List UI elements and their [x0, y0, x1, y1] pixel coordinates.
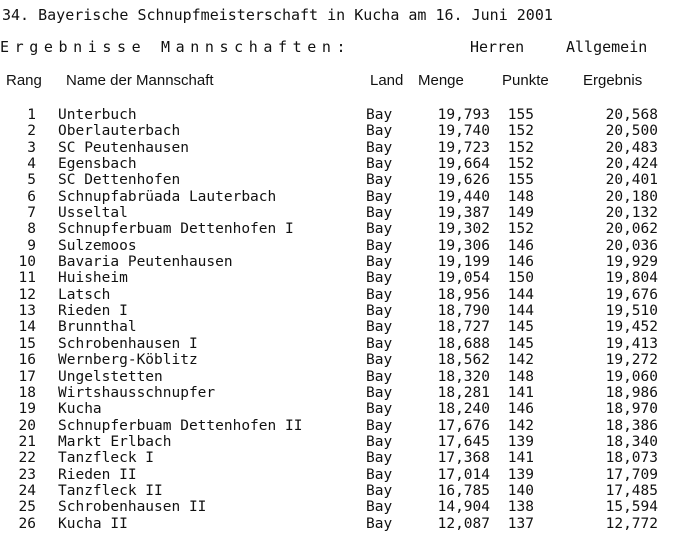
- cell-team-name: Usseltal: [58, 205, 128, 222]
- cell-team-name: Rieden I: [58, 303, 128, 320]
- header-punkte: Punkte: [502, 72, 549, 89]
- cell-menge: 18,562: [437, 352, 490, 369]
- header-rang: Rang: [6, 72, 42, 89]
- cell-menge: 14,904: [437, 499, 490, 516]
- cell-rang: 22: [18, 450, 36, 467]
- cell-menge: 18,320: [437, 368, 490, 385]
- cell-punkte: 155: [507, 172, 534, 189]
- cell-rang: 21: [18, 433, 36, 450]
- cell-land: Bay: [366, 237, 393, 254]
- cell-team-name: Sulzemoos: [58, 237, 137, 254]
- cell-menge: 18,281: [437, 384, 490, 401]
- cell-punkte: 139: [507, 433, 534, 450]
- table-row: [0, 434, 680, 450]
- table-row: [0, 205, 680, 221]
- cell-punkte: 142: [507, 417, 534, 434]
- cell-punkte: 155: [507, 107, 534, 123]
- cell-menge: 17,368: [437, 450, 490, 467]
- cell-team-name: Kucha: [58, 401, 102, 418]
- cell-punkte: 142: [507, 352, 534, 369]
- cell-ergebnis: 19,510: [605, 303, 658, 320]
- cell-ergebnis: 20,180: [605, 188, 658, 205]
- table-row: [0, 303, 680, 319]
- cell-rang: 2: [27, 123, 36, 140]
- table-row: [0, 221, 680, 237]
- cell-land: Bay: [366, 123, 393, 140]
- table-row: [0, 123, 680, 139]
- cell-land: Bay: [366, 319, 393, 336]
- cell-ergebnis: 19,804: [605, 270, 658, 287]
- table-row: [0, 385, 680, 401]
- cell-team-name: Wirtshausschnupfer: [58, 384, 216, 401]
- cell-menge: 17,676: [437, 417, 490, 434]
- cell-land: Bay: [366, 139, 393, 156]
- cell-team-name: Ungelstetten: [58, 368, 163, 385]
- cell-punkte: 140: [507, 482, 534, 499]
- header-land: Land: [370, 72, 404, 89]
- cell-team-name: SC Peutenhausen: [58, 139, 189, 156]
- subtitle-label: Ergebnisse Mannschaften:: [0, 38, 352, 56]
- cell-ergebnis: 18,970: [605, 401, 658, 418]
- cell-team-name: Bavaria Peutenhausen: [58, 254, 233, 271]
- table-row: [0, 189, 680, 205]
- cell-team-name: Schrobenhausen I: [58, 335, 198, 352]
- cell-ergebnis: 20,568: [605, 107, 658, 123]
- table-row: [0, 499, 680, 515]
- cell-rang: 6: [27, 188, 36, 205]
- cell-land: Bay: [366, 205, 393, 222]
- cell-ergebnis: 20,483: [605, 139, 658, 156]
- cell-land: Bay: [366, 417, 393, 434]
- cell-land: Bay: [366, 433, 393, 450]
- cell-punkte: 146: [507, 401, 534, 418]
- cell-punkte: 138: [507, 499, 534, 516]
- cell-rang: 24: [18, 482, 36, 499]
- cell-punkte: 148: [507, 188, 534, 205]
- results-table: [0, 107, 680, 532]
- table-row: [0, 287, 680, 303]
- cell-ergebnis: 19,676: [605, 286, 658, 303]
- cell-rang: 7: [27, 205, 36, 222]
- cell-ergebnis: 19,929: [605, 254, 658, 271]
- cell-menge: 12,087: [437, 515, 490, 532]
- cell-rang: 17: [18, 368, 36, 385]
- cell-land: Bay: [366, 368, 393, 385]
- cell-team-name: Egensbach: [58, 156, 137, 173]
- cell-menge: 19,723: [437, 139, 490, 156]
- cell-punkte: 152: [507, 139, 534, 156]
- cell-menge: 19,793: [437, 107, 490, 123]
- cell-punkte: 146: [507, 237, 534, 254]
- cell-ergebnis: 20,401: [605, 172, 658, 189]
- cell-ergebnis: 15,594: [605, 499, 658, 516]
- cell-ergebnis: 12,772: [605, 515, 658, 532]
- cell-ergebnis: 20,132: [605, 205, 658, 222]
- cell-rang: 15: [18, 335, 36, 352]
- cell-rang: 13: [18, 303, 36, 320]
- cell-team-name: Schrobenhausen II: [58, 499, 207, 516]
- cell-land: Bay: [366, 303, 393, 320]
- cell-punkte: 148: [507, 368, 534, 385]
- cell-rang: 14: [18, 319, 36, 336]
- cell-punkte: 139: [507, 466, 534, 483]
- cell-land: Bay: [366, 482, 393, 499]
- cell-punkte: 137: [507, 515, 534, 532]
- cell-rang: 5: [27, 172, 36, 189]
- cell-team-name: Oberlauterbach: [58, 123, 181, 140]
- cell-team-name: Rieden II: [58, 466, 137, 483]
- cell-rang: 10: [18, 254, 36, 271]
- cell-team-name: Wernberg-Köblitz: [58, 352, 198, 369]
- cell-punkte: 152: [507, 221, 534, 238]
- cell-punkte: 145: [507, 319, 534, 336]
- cell-rang: 3: [27, 139, 36, 156]
- cell-punkte: 149: [507, 205, 534, 222]
- cell-ergebnis: 19,413: [605, 335, 658, 352]
- page-title: 34. Bayerische Schnupfmeisterschaft in Kucha am 16. Juni 2001: [2, 6, 553, 24]
- cell-ergebnis: 17,709: [605, 466, 658, 483]
- cell-rang: 18: [18, 384, 36, 401]
- cell-team-name: Tanzfleck II: [58, 482, 163, 499]
- cell-team-name: Huisheim: [58, 270, 128, 287]
- cell-rang: 19: [18, 401, 36, 418]
- cell-ergebnis: 18,073: [605, 450, 658, 467]
- cell-rang: 12: [18, 286, 36, 303]
- cell-punkte: 144: [507, 303, 534, 320]
- cell-team-name: Schnupfabrüada Lauterbach: [58, 188, 277, 205]
- cell-ergebnis: 20,062: [605, 221, 658, 238]
- cell-menge: 19,054: [437, 270, 490, 287]
- table-row: [0, 270, 680, 286]
- cell-menge: 18,790: [437, 303, 490, 320]
- cell-menge: 19,302: [437, 221, 490, 238]
- table-row: [0, 254, 680, 270]
- cell-rang: 26: [18, 515, 36, 532]
- cell-punkte: 145: [507, 335, 534, 352]
- cell-menge: 18,688: [437, 335, 490, 352]
- cell-rang: 9: [27, 237, 36, 254]
- cell-land: Bay: [366, 450, 393, 467]
- table-row: [0, 140, 680, 156]
- cell-ergebnis: 19,272: [605, 352, 658, 369]
- cell-ergebnis: 18,386: [605, 417, 658, 434]
- cell-land: Bay: [366, 221, 393, 238]
- table-row: [0, 238, 680, 254]
- cell-ergebnis: 18,986: [605, 384, 658, 401]
- cell-team-name: Unterbuch: [58, 107, 137, 123]
- cell-punkte: 146: [507, 254, 534, 271]
- cell-menge: 19,306: [437, 237, 490, 254]
- cell-menge: 17,645: [437, 433, 490, 450]
- cell-land: Bay: [366, 254, 393, 271]
- cell-punkte: 152: [507, 156, 534, 173]
- table-row: [0, 369, 680, 385]
- table-row: [0, 352, 680, 368]
- table-row: [0, 172, 680, 188]
- table-row: [0, 156, 680, 172]
- cell-menge: 19,740: [437, 123, 490, 140]
- cell-menge: 19,626: [437, 172, 490, 189]
- cell-team-name: Schnupferbuam Dettenhofen I: [58, 221, 294, 238]
- table-row: [0, 418, 680, 434]
- cell-punkte: 141: [507, 384, 534, 401]
- cell-ergebnis: 20,500: [605, 123, 658, 140]
- cell-land: Bay: [366, 156, 393, 173]
- cell-team-name: SC Dettenhofen: [58, 172, 181, 189]
- cell-punkte: 141: [507, 450, 534, 467]
- results-subtitle: [0, 38, 680, 60]
- table-row: [0, 467, 680, 483]
- header-menge: Menge: [418, 72, 464, 89]
- cell-rang: 4: [27, 156, 36, 173]
- cell-team-name: Markt Erlbach: [58, 433, 172, 450]
- cell-ergebnis: 19,452: [605, 319, 658, 336]
- cell-rang: 1: [27, 107, 36, 123]
- cell-land: Bay: [366, 335, 393, 352]
- table-row: [0, 483, 680, 499]
- cell-ergebnis: 17,485: [605, 482, 658, 499]
- cell-land: Bay: [366, 172, 393, 189]
- cell-ergebnis: 18,340: [605, 433, 658, 450]
- cell-rang: 20: [18, 417, 36, 434]
- cell-menge: 19,664: [437, 156, 490, 173]
- cell-land: Bay: [366, 270, 393, 287]
- cell-menge: 19,387: [437, 205, 490, 222]
- table-row: [0, 336, 680, 352]
- cell-menge: 17,014: [437, 466, 490, 483]
- table-row: [0, 516, 680, 532]
- cell-land: Bay: [366, 401, 393, 418]
- cell-rang: 8: [27, 221, 36, 238]
- cell-ergebnis: 19,060: [605, 368, 658, 385]
- cell-land: Bay: [366, 515, 393, 532]
- cell-rang: 23: [18, 466, 36, 483]
- cell-team-name: Kucha II: [58, 515, 128, 532]
- cell-punkte: 150: [507, 270, 534, 287]
- cell-land: Bay: [366, 107, 393, 123]
- cell-land: Bay: [366, 384, 393, 401]
- category-herren: Herren: [470, 38, 525, 56]
- table-row: [0, 319, 680, 335]
- cell-menge: 18,727: [437, 319, 490, 336]
- cell-team-name: Brunnthal: [58, 319, 137, 336]
- cell-menge: 19,199: [437, 254, 490, 271]
- cell-team-name: Schnupferbuam Dettenhofen II: [58, 417, 303, 434]
- cell-ergebnis: 20,424: [605, 156, 658, 173]
- cell-menge: 18,956: [437, 286, 490, 303]
- cell-rang: 16: [18, 352, 36, 369]
- cell-team-name: Latsch: [58, 286, 111, 303]
- cell-land: Bay: [366, 188, 393, 205]
- cell-menge: 16,785: [437, 482, 490, 499]
- cell-team-name: Tanzfleck I: [58, 450, 155, 467]
- cell-menge: 19,440: [437, 188, 490, 205]
- header-name: Name der Mannschaft: [66, 72, 214, 89]
- cell-punkte: 144: [507, 286, 534, 303]
- cell-menge: 18,240: [437, 401, 490, 418]
- category-allgemein: Allgemein: [566, 38, 648, 56]
- cell-rang: 25: [18, 499, 36, 516]
- cell-land: Bay: [366, 352, 393, 369]
- cell-land: Bay: [366, 499, 393, 516]
- cell-land: Bay: [366, 286, 393, 303]
- cell-rang: 11: [18, 270, 36, 287]
- cell-punkte: 152: [507, 123, 534, 140]
- cell-ergebnis: 20,036: [605, 237, 658, 254]
- table-row: [0, 450, 680, 466]
- table-row: [0, 107, 680, 123]
- table-row: [0, 401, 680, 417]
- header-ergebnis: Ergebnis: [583, 72, 643, 89]
- cell-land: Bay: [366, 466, 393, 483]
